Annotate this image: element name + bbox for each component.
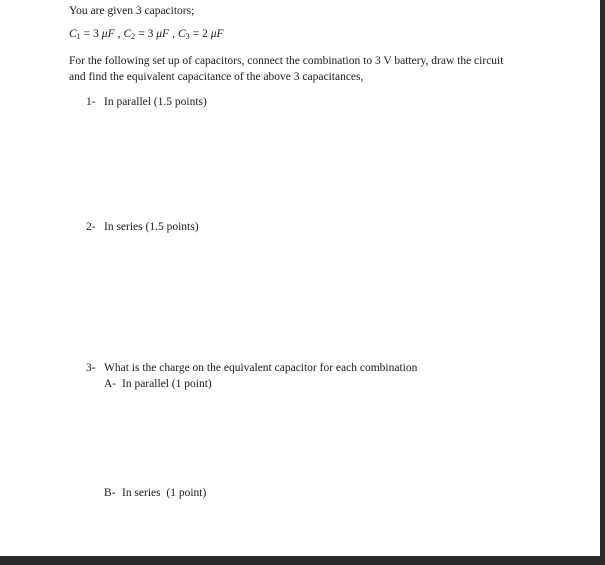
question-3-text: What is the charge on the equivalent capacitor for each combination (104, 362, 418, 374)
question-1-marker: 1- (86, 96, 96, 108)
instructions-line-2: and find the equivalent capacitance of the above 3 capacitances, (69, 71, 364, 83)
question-3-marker: 3- (86, 362, 96, 374)
subquestion-a-marker: A- (104, 378, 117, 390)
subquestion-b-text: In series (1 point) (122, 487, 207, 499)
bottom-bar (0, 556, 605, 565)
instructions-line-1: For the following set up of capacitors, connect the combination to 3 V battery, draw the circuit (69, 55, 504, 67)
question-2 (86, 220, 199, 234)
capacitor-c3: $C_3 = 2$ μF (177, 28, 224, 41)
subquestion-a (104, 377, 212, 391)
subquestion-b (104, 486, 206, 500)
question-2-marker: 2- (86, 221, 96, 233)
question-1-text: In parallel (1.5 points) (104, 96, 207, 108)
question-1 (86, 95, 207, 109)
intro-text: You are given 3 capacitors; (69, 5, 195, 17)
subquestion-b-marker: B- (104, 487, 116, 499)
question-2-text: In series (1.5 points) (104, 221, 199, 233)
capacitor-values: $C_1 = 3$ μF , $C_2 = 3$ μF , $C_3 = 2$ μF (69, 28, 224, 41)
capacitor-c1: $C_1 = 3$ μF (69, 28, 115, 41)
page-edge-right (600, 0, 605, 556)
subquestion-a-text: In parallel (1 point) (122, 378, 212, 390)
question-3 (86, 361, 417, 375)
capacitor-c2: $C_2 = 3$ μF (123, 28, 170, 41)
